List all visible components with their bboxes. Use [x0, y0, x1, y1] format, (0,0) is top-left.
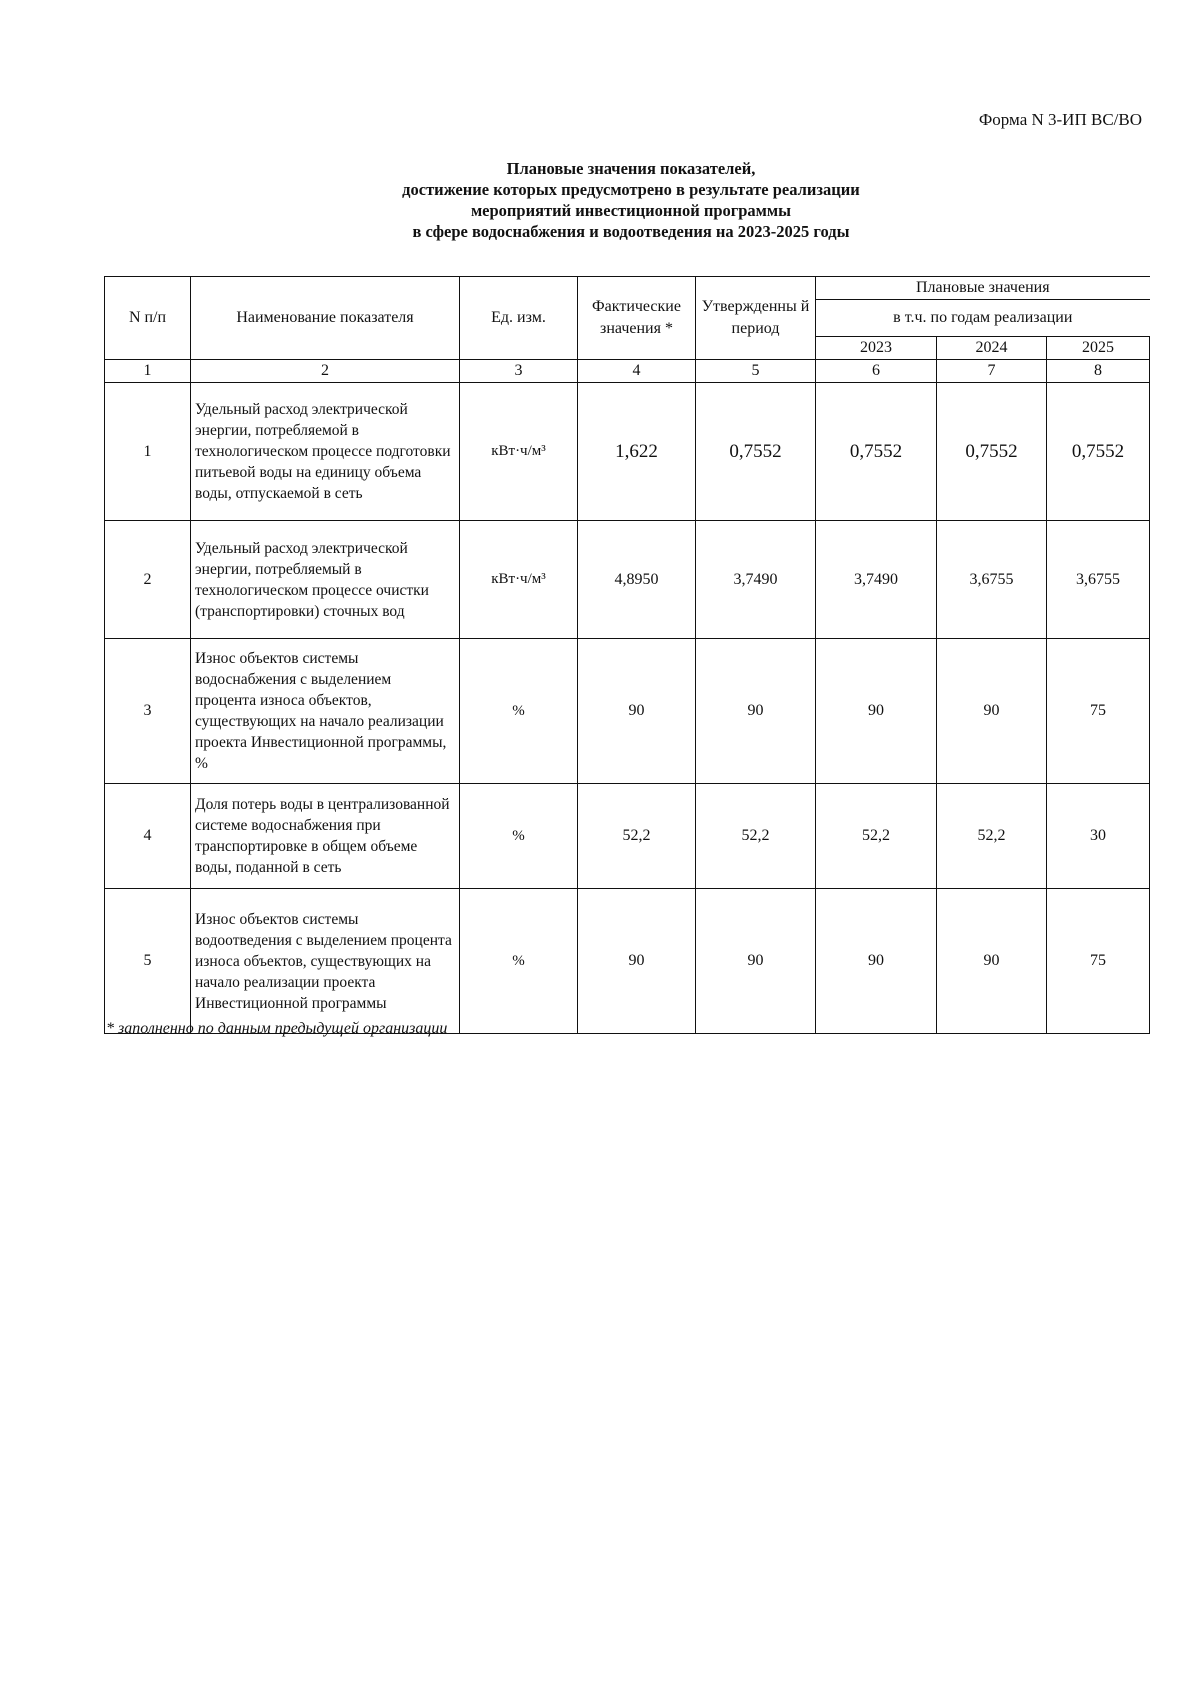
value-2023: 0,7552 [816, 383, 937, 521]
title-line: в сфере водоснабжения и водоотведения на 2023-2025 годы [412, 222, 850, 241]
row-number: 2 [105, 521, 191, 639]
row-number: 3 [105, 639, 191, 784]
approved-value: 3,7490 [696, 521, 816, 639]
column-number: 8 [1047, 360, 1150, 383]
header-row [105, 277, 1150, 300]
header-planned: Плановые значения [816, 277, 1150, 300]
value-2025: 0,7552 [1047, 383, 1150, 521]
actual-value: 90 [578, 639, 696, 784]
header-num: N п/п [105, 277, 191, 360]
title-line: достижение которых предусмотрено в результате реализации [402, 180, 860, 199]
header-approved: Утвержденны й период [696, 277, 816, 360]
column-numbers-row [105, 360, 1150, 383]
table-row [105, 639, 1150, 784]
unit-cell: кВт·ч/м³ [460, 383, 578, 521]
value-2025: 30 [1047, 784, 1150, 889]
form-number-label: Форма N 3-ИП ВС/ВО [978, 110, 1142, 129]
value-2024: 90 [937, 639, 1047, 784]
value-2024: 52,2 [937, 784, 1047, 889]
value-2023: 52,2 [816, 784, 937, 889]
unit-cell: кВт·ч/м³ [460, 521, 578, 639]
column-number: 3 [460, 360, 578, 383]
approved-value: 52,2 [696, 784, 816, 889]
column-number: 4 [578, 360, 696, 383]
indicator-name: Доля потерь воды в централизованной системе водоснабжения при транспортировке в общем объеме воды, поданной в сеть [191, 784, 460, 889]
footnote: * заполненно по данным предыдущей организации [106, 1020, 448, 1037]
approved-value: 90 [696, 889, 816, 1034]
title-line: Плановые значения показателей, [506, 159, 756, 178]
unit-cell: % [460, 889, 578, 1034]
column-number: 7 [937, 360, 1047, 383]
header-year-2025: 2025 [1047, 337, 1150, 360]
table-row [105, 383, 1150, 521]
header-year-2023: 2023 [816, 337, 937, 360]
column-number: 5 [696, 360, 816, 383]
table-row [105, 784, 1150, 889]
indicator-name: Удельный расход электрической энергии, потребляемой в технологическом процессе подготовки питьевой воды на единицу объема воды, отпускаемой в сеть [191, 383, 460, 521]
row-number: 5 [105, 889, 191, 1034]
indicator-name: Износ объектов системы водоотведения с выделением процента износа объектов, существующих на начало реализации проекта Инвестиционной программы [191, 889, 460, 1034]
column-number: 2 [191, 360, 460, 383]
value-2024: 90 [937, 889, 1047, 1034]
header-by-years: в т.ч. по годам реализации [816, 300, 1150, 337]
unit-cell: % [460, 639, 578, 784]
value-2025: 75 [1047, 889, 1150, 1034]
column-number: 6 [816, 360, 937, 383]
row-number: 4 [105, 784, 191, 889]
header-name: Наименование показателя [191, 277, 460, 360]
approved-value: 90 [696, 639, 816, 784]
table-row [105, 889, 1150, 1034]
title-line: мероприятий инвестиционной программы [470, 201, 792, 220]
value-2023: 90 [816, 639, 937, 784]
approved-value: 0,7552 [696, 383, 816, 521]
document-title [0, 158, 1200, 242]
table-row [105, 521, 1150, 639]
header-year-2024: 2024 [937, 337, 1047, 360]
header-unit: Ед. изм. [460, 277, 578, 360]
unit-cell: % [460, 784, 578, 889]
actual-value: 1,622 [578, 383, 696, 521]
indicator-name: Износ объектов системы водоснабжения с выделением процента износа объектов, существующих на начало реализации проекта Инвестиционной программы, % [191, 639, 460, 784]
actual-value: 90 [578, 889, 696, 1034]
indicator-name: Удельный расход электрической энергии, потребляемый в технологическом процессе очистки (транспортировки) сточных вод [191, 521, 460, 639]
value-2024: 0,7552 [937, 383, 1047, 521]
value-2023: 90 [816, 889, 937, 1034]
value-2024: 3,6755 [937, 521, 1047, 639]
header-actual: Фактические значения * [578, 277, 696, 360]
row-number: 1 [105, 383, 191, 521]
value-2023: 3,7490 [816, 521, 937, 639]
indicators-table [104, 276, 1150, 1034]
value-2025: 3,6755 [1047, 521, 1150, 639]
column-number: 1 [105, 360, 191, 383]
actual-value: 52,2 [578, 784, 696, 889]
actual-value: 4,8950 [578, 521, 696, 639]
value-2025: 75 [1047, 639, 1150, 784]
